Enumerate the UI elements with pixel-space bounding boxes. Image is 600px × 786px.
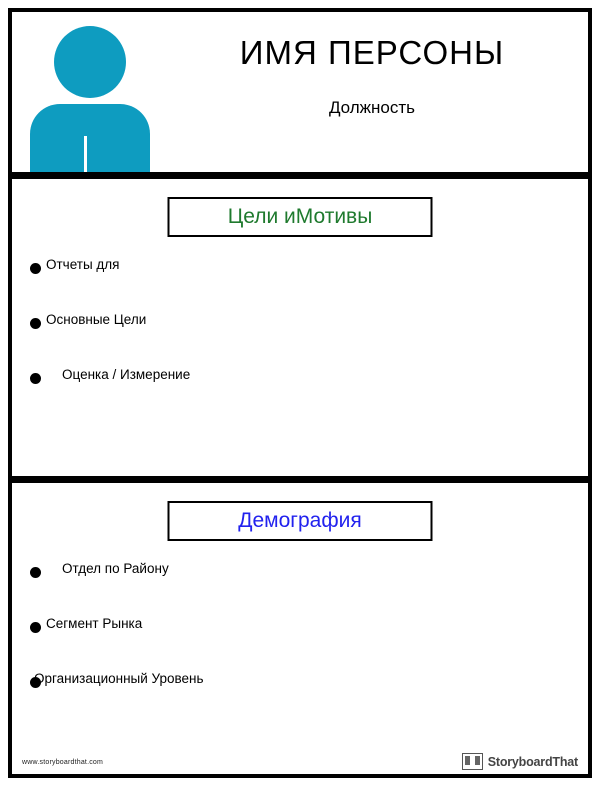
section-divider-bottom — [12, 476, 588, 483]
footer-url[interactable]: www.storyboardthat.com — [22, 759, 104, 766]
bullet-dot-icon — [30, 263, 41, 274]
header-section — [12, 12, 588, 172]
list-item — [22, 561, 568, 616]
bullet-dot-icon — [30, 373, 41, 384]
list-item-label: Сегмент Рынка — [46, 616, 143, 631]
storyboard-logo[interactable] — [462, 753, 578, 770]
section-goals-title-box — [168, 197, 433, 237]
list-item-label: Отчеты для — [46, 257, 120, 272]
section-demographics-title-box — [168, 501, 433, 541]
page-title: ИМЯ ПЕРСОНЫ — [239, 34, 505, 71]
storyboard-logo-text: StoryboardThat — [487, 754, 578, 769]
avatar-head-shape — [54, 26, 126, 98]
avatar-body-shape — [30, 104, 150, 172]
footer — [12, 732, 588, 774]
bullet-dot-icon — [30, 567, 41, 578]
storyboard-logo-icon — [462, 753, 483, 770]
list-item — [22, 312, 568, 367]
section-demographics-title: Демография — [238, 509, 362, 532]
section-divider-top — [12, 172, 588, 179]
section-goals — [12, 179, 588, 476]
person-role: Должность — [328, 98, 416, 117]
bullet-dot-icon — [30, 622, 41, 633]
poster-frame — [8, 8, 592, 778]
list-item-label: Основные Цели — [46, 312, 147, 327]
list-item — [22, 671, 568, 726]
avatar-body-notch — [84, 136, 87, 172]
section-goals-bullets — [22, 257, 568, 422]
list-item — [22, 257, 568, 312]
list-item — [22, 367, 568, 422]
list-item-label: Организационный Уровень — [34, 671, 204, 686]
list-item-label: Оценка / Измерение — [62, 367, 191, 382]
list-item — [22, 616, 568, 671]
section-demographics-bullets — [22, 561, 568, 726]
list-item-label: Отдел по Району — [62, 561, 169, 576]
section-demographics — [12, 483, 588, 733]
bullet-dot-icon — [30, 318, 41, 329]
section-goals-title: Цели иМотивы — [227, 205, 373, 228]
person-avatar-icon — [20, 26, 160, 172]
